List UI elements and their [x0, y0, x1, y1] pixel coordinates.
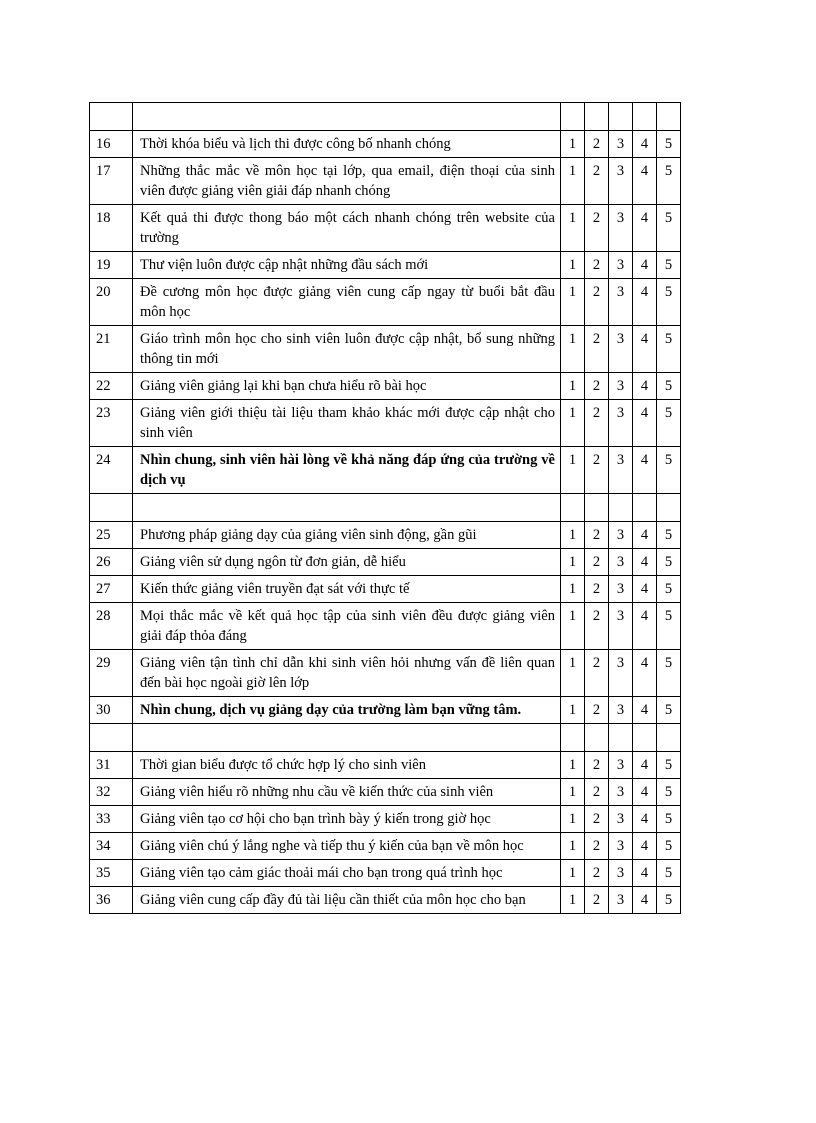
rating-option-4[interactable]: 4	[633, 779, 657, 806]
rating-option-3[interactable]: 3	[609, 522, 633, 549]
item-number: 20	[90, 279, 133, 326]
item-statement: Kiến thức giảng viên truyền đạt sát với thực tế	[133, 576, 561, 603]
rating-option-2[interactable]: 2	[585, 806, 609, 833]
item-number: 34	[90, 833, 133, 860]
rating-option-1[interactable]: 1	[561, 400, 585, 447]
survey-item-row	[90, 779, 681, 806]
rating-option-3[interactable]: 3	[609, 549, 633, 576]
survey-item-row	[90, 326, 681, 373]
rating-option-4[interactable]: 4	[633, 576, 657, 603]
rating-option-4[interactable]: 4	[633, 806, 657, 833]
rating-option-5[interactable]: 5	[657, 131, 681, 158]
survey-item-row	[90, 752, 681, 779]
rating-option-5[interactable]: 5	[657, 833, 681, 860]
survey-item-row	[90, 447, 681, 494]
rating-option-5[interactable]: 5	[657, 779, 681, 806]
survey-item-row	[90, 650, 681, 697]
rating-option-4[interactable]: 4	[633, 833, 657, 860]
rating-option-5[interactable]: 5	[657, 650, 681, 697]
rating-option-4[interactable]: 4	[633, 400, 657, 447]
item-statement: Giảng viên tạo cảm giác thoải mái cho bạn trong quá trình học	[133, 860, 561, 887]
rating-option-5[interactable]: 5	[657, 603, 681, 650]
empty-cell	[657, 103, 681, 131]
empty-cell	[133, 494, 561, 522]
rating-option-4[interactable]: 4	[633, 752, 657, 779]
rating-option-1[interactable]: 1	[561, 447, 585, 494]
rating-option-4[interactable]: 4	[633, 252, 657, 279]
item-statement: Giảng viên cung cấp đầy đủ tài liệu cần thiết của môn học cho bạn	[133, 887, 561, 914]
survey-item-row	[90, 549, 681, 576]
empty-cell	[561, 494, 585, 522]
rating-option-1[interactable]: 1	[561, 576, 585, 603]
rating-option-3[interactable]: 3	[609, 326, 633, 373]
rating-option-4[interactable]: 4	[633, 205, 657, 252]
survey-item-row	[90, 887, 681, 914]
empty-cell	[561, 103, 585, 131]
item-number: 21	[90, 326, 133, 373]
rating-option-3[interactable]: 3	[609, 650, 633, 697]
rating-option-1[interactable]: 1	[561, 522, 585, 549]
rating-option-4[interactable]: 4	[633, 279, 657, 326]
rating-option-4[interactable]: 4	[633, 603, 657, 650]
rating-option-5[interactable]: 5	[657, 752, 681, 779]
rating-option-1[interactable]: 1	[561, 752, 585, 779]
rating-option-3[interactable]: 3	[609, 860, 633, 887]
item-number: 30	[90, 697, 133, 724]
rating-option-4[interactable]: 4	[633, 158, 657, 205]
rating-option-5[interactable]: 5	[657, 860, 681, 887]
item-statement: Mọi thắc mắc về kết quả học tập của sinh viên đều được giảng viên giải đáp thỏa đáng	[133, 603, 561, 650]
rating-option-2[interactable]: 2	[585, 887, 609, 914]
rating-option-4[interactable]: 4	[633, 447, 657, 494]
rating-option-3[interactable]: 3	[609, 205, 633, 252]
item-number: 31	[90, 752, 133, 779]
rating-option-2[interactable]: 2	[585, 400, 609, 447]
item-statement: Phương pháp giảng dạy của giảng viên sinh động, gần gũi	[133, 522, 561, 549]
rating-option-1[interactable]: 1	[561, 833, 585, 860]
rating-option-4[interactable]: 4	[633, 887, 657, 914]
item-number: 36	[90, 887, 133, 914]
rating-option-1[interactable]: 1	[561, 779, 585, 806]
rating-option-1[interactable]: 1	[561, 887, 585, 914]
rating-option-5[interactable]: 5	[657, 400, 681, 447]
item-statement: Thời gian biểu được tổ chức hợp lý cho sinh viên	[133, 752, 561, 779]
section-separator-row	[90, 724, 681, 752]
rating-option-2[interactable]: 2	[585, 752, 609, 779]
item-number: 27	[90, 576, 133, 603]
rating-option-5[interactable]: 5	[657, 252, 681, 279]
item-number: 22	[90, 373, 133, 400]
rating-option-2[interactable]: 2	[585, 373, 609, 400]
rating-option-2[interactable]: 2	[585, 697, 609, 724]
rating-option-4[interactable]: 4	[633, 373, 657, 400]
rating-option-3[interactable]: 3	[609, 400, 633, 447]
rating-option-2[interactable]: 2	[585, 860, 609, 887]
empty-cell	[585, 494, 609, 522]
rating-option-2[interactable]: 2	[585, 252, 609, 279]
rating-option-5[interactable]: 5	[657, 326, 681, 373]
item-number: 33	[90, 806, 133, 833]
survey-item-row	[90, 400, 681, 447]
item-statement: Thời khóa biểu và lịch thi được công bố nhanh chóng	[133, 131, 561, 158]
rating-option-5[interactable]: 5	[657, 887, 681, 914]
rating-option-2[interactable]: 2	[585, 131, 609, 158]
empty-cell	[609, 494, 633, 522]
rating-option-5[interactable]: 5	[657, 447, 681, 494]
item-number: 28	[90, 603, 133, 650]
rating-option-2[interactable]: 2	[585, 522, 609, 549]
empty-cell	[561, 724, 585, 752]
rating-option-3[interactable]: 3	[609, 752, 633, 779]
rating-option-5[interactable]: 5	[657, 205, 681, 252]
item-statement: Giảng viên chú ý lắng nghe và tiếp thu ý kiến của bạn về môn học	[133, 833, 561, 860]
survey-item-row	[90, 522, 681, 549]
rating-option-3[interactable]: 3	[609, 833, 633, 860]
rating-option-3[interactable]: 3	[609, 779, 633, 806]
item-number: 29	[90, 650, 133, 697]
item-statement: Nhìn chung, dịch vụ giảng dạy của trường làm bạn vững tâm.	[133, 697, 561, 724]
rating-option-3[interactable]: 3	[609, 806, 633, 833]
rating-option-4[interactable]: 4	[633, 860, 657, 887]
rating-option-2[interactable]: 2	[585, 603, 609, 650]
empty-cell	[657, 724, 681, 752]
empty-cell	[90, 103, 133, 131]
rating-option-2[interactable]: 2	[585, 279, 609, 326]
empty-cell	[585, 103, 609, 131]
item-number: 26	[90, 549, 133, 576]
survey-item-row	[90, 860, 681, 887]
survey-item-row	[90, 279, 681, 326]
item-number: 16	[90, 131, 133, 158]
rating-option-1[interactable]: 1	[561, 806, 585, 833]
rating-option-2[interactable]: 2	[585, 205, 609, 252]
item-statement: Giảng viên tận tình chỉ dẫn khi sinh viên hỏi nhưng vấn đề liên quan đến bài học ngoài giờ lên lớp	[133, 650, 561, 697]
item-statement: Nhìn chung, sinh viên hài lòng về khả năng đáp ứng của trường về dịch vụ	[133, 447, 561, 494]
survey-item-row	[90, 833, 681, 860]
item-statement: Giáo trình môn học cho sinh viên luôn được cập nhật, bổ sung những thông tin mới	[133, 326, 561, 373]
rating-option-1[interactable]: 1	[561, 549, 585, 576]
rating-option-3[interactable]: 3	[609, 252, 633, 279]
empty-cell	[609, 103, 633, 131]
item-statement: Đề cương môn học được giảng viên cung cấp ngay từ buổi bắt đầu môn học	[133, 279, 561, 326]
rating-option-2[interactable]: 2	[585, 549, 609, 576]
item-statement: Những thắc mắc về môn học tại lớp, qua email, điện thoại của sinh viên được giảng viên giải đáp nhanh chóng	[133, 158, 561, 205]
rating-option-1[interactable]: 1	[561, 697, 585, 724]
rating-option-3[interactable]: 3	[609, 279, 633, 326]
rating-option-2[interactable]: 2	[585, 576, 609, 603]
empty-cell	[609, 724, 633, 752]
rating-option-4[interactable]: 4	[633, 326, 657, 373]
rating-option-2[interactable]: 2	[585, 326, 609, 373]
rating-option-3[interactable]: 3	[609, 158, 633, 205]
rating-option-3[interactable]: 3	[609, 697, 633, 724]
item-number: 24	[90, 447, 133, 494]
rating-option-4[interactable]: 4	[633, 650, 657, 697]
survey-item-row	[90, 576, 681, 603]
empty-cell	[133, 724, 561, 752]
rating-option-1[interactable]: 1	[561, 158, 585, 205]
rating-option-2[interactable]: 2	[585, 650, 609, 697]
section-separator-row	[90, 103, 681, 131]
rating-option-1[interactable]: 1	[561, 860, 585, 887]
rating-option-1[interactable]: 1	[561, 252, 585, 279]
survey-item-row	[90, 131, 681, 158]
item-number: 18	[90, 205, 133, 252]
item-statement: Giảng viên giảng lại khi bạn chưa hiểu rõ bài học	[133, 373, 561, 400]
rating-option-5[interactable]: 5	[657, 279, 681, 326]
rating-option-2[interactable]: 2	[585, 158, 609, 205]
rating-option-1[interactable]: 1	[561, 205, 585, 252]
item-number: 17	[90, 158, 133, 205]
rating-option-1[interactable]: 1	[561, 131, 585, 158]
rating-option-4[interactable]: 4	[633, 131, 657, 158]
survey-item-row	[90, 806, 681, 833]
empty-cell	[657, 494, 681, 522]
empty-cell	[133, 103, 561, 131]
rating-option-5[interactable]: 5	[657, 373, 681, 400]
rating-option-3[interactable]: 3	[609, 887, 633, 914]
rating-option-5[interactable]: 5	[657, 158, 681, 205]
section-separator-row	[90, 494, 681, 522]
item-statement: Thư viện luôn được cập nhật những đầu sách mới	[133, 252, 561, 279]
survey-item-row	[90, 252, 681, 279]
rating-option-3[interactable]: 3	[609, 603, 633, 650]
empty-cell	[585, 724, 609, 752]
rating-option-5[interactable]: 5	[657, 549, 681, 576]
rating-option-5[interactable]: 5	[657, 522, 681, 549]
rating-option-2[interactable]: 2	[585, 447, 609, 494]
empty-cell	[90, 494, 133, 522]
rating-option-3[interactable]: 3	[609, 373, 633, 400]
item-statement: Giảng viên giới thiệu tài liệu tham khảo khác mới được cập nhật cho sinh viên	[133, 400, 561, 447]
item-statement: Giảng viên tạo cơ hội cho bạn trình bày ý kiến trong giờ học	[133, 806, 561, 833]
survey-item-row	[90, 603, 681, 650]
rating-option-5[interactable]: 5	[657, 806, 681, 833]
rating-option-3[interactable]: 3	[609, 576, 633, 603]
rating-option-4[interactable]: 4	[633, 522, 657, 549]
rating-option-3[interactable]: 3	[609, 131, 633, 158]
rating-option-1[interactable]: 1	[561, 373, 585, 400]
rating-option-1[interactable]: 1	[561, 279, 585, 326]
item-number: 32	[90, 779, 133, 806]
item-statement: Giảng viên sử dụng ngôn từ đơn giản, dễ hiểu	[133, 549, 561, 576]
rating-option-1[interactable]: 1	[561, 650, 585, 697]
rating-option-5[interactable]: 5	[657, 697, 681, 724]
empty-cell	[633, 103, 657, 131]
item-number: 19	[90, 252, 133, 279]
item-number: 35	[90, 860, 133, 887]
rating-option-1[interactable]: 1	[561, 326, 585, 373]
survey-item-row	[90, 158, 681, 205]
item-number: 23	[90, 400, 133, 447]
rating-option-4[interactable]: 4	[633, 697, 657, 724]
survey-body	[90, 103, 681, 914]
empty-cell	[633, 724, 657, 752]
survey-item-row	[90, 697, 681, 724]
survey-table	[89, 102, 681, 914]
item-number: 25	[90, 522, 133, 549]
rating-option-4[interactable]: 4	[633, 549, 657, 576]
empty-cell	[90, 724, 133, 752]
rating-option-2[interactable]: 2	[585, 833, 609, 860]
item-statement: Giảng viên hiểu rõ những nhu cầu về kiến thức của sinh viên	[133, 779, 561, 806]
item-statement: Kết quả thi được thong báo một cách nhanh chóng trên website của trường	[133, 205, 561, 252]
survey-item-row	[90, 373, 681, 400]
rating-option-3[interactable]: 3	[609, 447, 633, 494]
empty-cell	[633, 494, 657, 522]
survey-item-row	[90, 205, 681, 252]
rating-option-5[interactable]: 5	[657, 576, 681, 603]
rating-option-2[interactable]: 2	[585, 779, 609, 806]
rating-option-1[interactable]: 1	[561, 603, 585, 650]
